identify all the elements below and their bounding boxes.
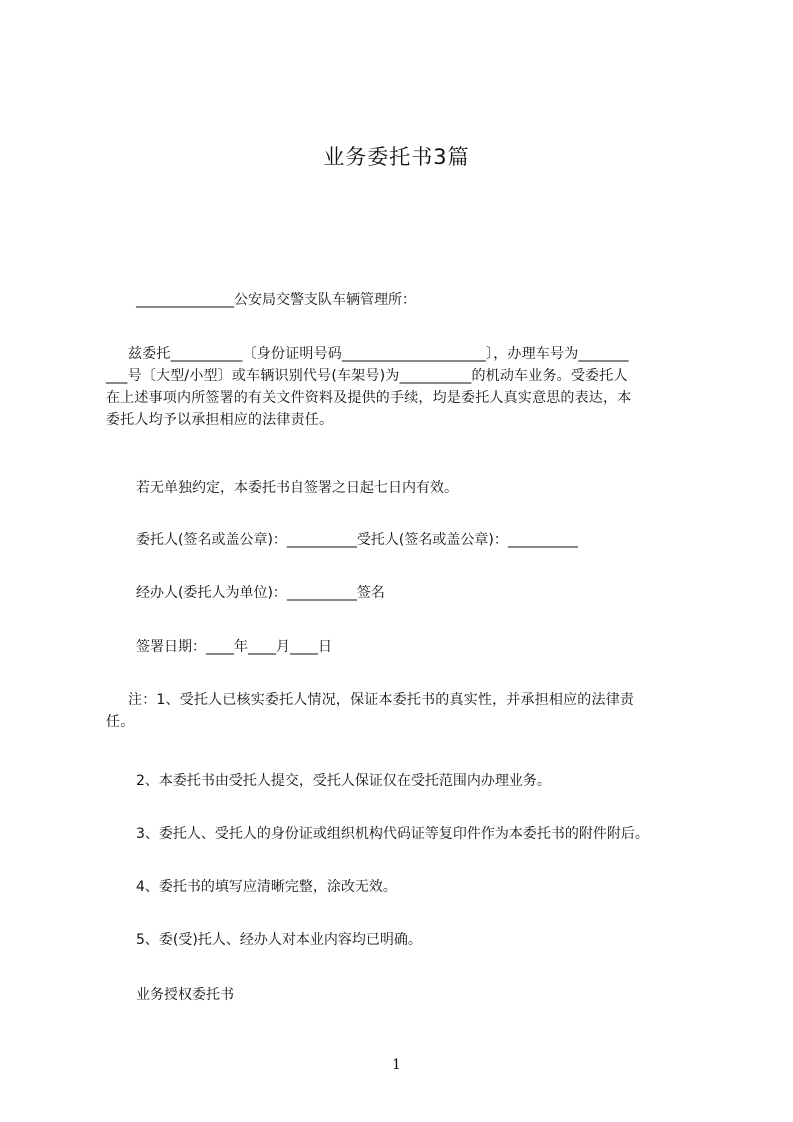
authorization-paragraph xyxy=(106,343,706,431)
validity-line: 若无单独约定，本委托书自签署之日起七日内有效。 xyxy=(136,480,458,496)
agent-line: 经办人(委托人为单位)：__________签名 xyxy=(136,585,385,601)
page-number: 1 xyxy=(392,1057,401,1073)
section-heading: 业务授权委托书 xyxy=(136,987,234,1003)
authorization-line-3: 在上述事项内所签署的有关文件资料及提供的手续，均是委托人真实意思的表达，本 xyxy=(106,390,632,406)
authorization-line-4: 委托人均予以承担相应的法律责任。 xyxy=(106,412,334,428)
note-3-line: 3、委托人、受托人的身份证或组织机构代码证等复印件作为本委托书的附件附后。 xyxy=(136,826,649,842)
note-1-line-2: 任。 xyxy=(106,714,135,730)
note-1-paragraph xyxy=(106,689,706,733)
authorization-line-2: ___号〔大型/小型〕或车辆识别代号(车架号)为__________的机动车业务。受委托人 xyxy=(106,368,628,384)
signing-date-line: 签署日期：____年____月____日 xyxy=(136,639,332,655)
document-title: 业务委托书3篇 xyxy=(323,145,470,169)
note-5-line: 5、委(受)托人、经办人对本业内容均已明确。 xyxy=(136,932,422,948)
addressee-line: ______________公安局交警支队车辆管理所： xyxy=(136,292,416,308)
authorization-line-1: 兹委托__________〔身份证明号码____________________〕，办理车号为_______ xyxy=(128,346,629,362)
note-1-line-1: 注：1、受托人已核实委托人情况，保证本委托书的真实性，并承担相应的法律责 xyxy=(128,692,635,708)
note-2-line: 2、本委托书由受托人提交，受托人保证仅在受托范围内办理业务。 xyxy=(136,773,551,789)
signatures-line: 委托人(签名或盖公章)：__________受托人(签名或盖公章)：__________ xyxy=(136,532,578,548)
note-4-line: 4、委托书的填写应清晰完整，涂改无效。 xyxy=(136,879,397,895)
